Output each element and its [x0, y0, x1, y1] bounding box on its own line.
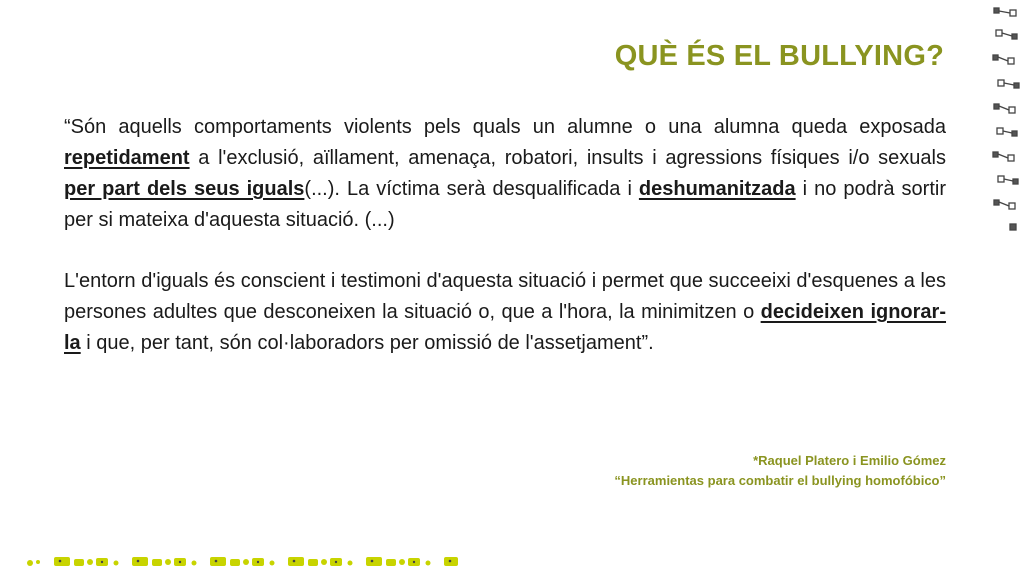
text-segment: L'entorn d'iguals és conscient i testimoni d'aquesta situació i permet que succeeixi d'esquenes a les persones adultes que desconeixen la situació o, que a l'hora, la minimitzen o	[64, 270, 946, 323]
quote-paragraph-1	[64, 112, 946, 236]
citation	[614, 451, 946, 491]
text-segment: “Són aquells comportaments violents pels quals un alumne o una alumna queda exposada	[64, 116, 946, 138]
text-segment: i no podrà sortir per si mateixa d'aquesta situació. (...)	[64, 178, 946, 231]
text-segment: i que, per tant, són col·laboradors per omissió de l'assetjament”.	[80, 332, 654, 354]
quote-paragraph-2	[64, 266, 946, 359]
quote-body	[64, 112, 946, 389]
emphasis-per-part-dels-seus-iguals: per part dels seus iguals	[64, 178, 305, 200]
slide-title: QUÈ ÉS EL BULLYING?	[614, 40, 944, 72]
text-segment: a l'exclusió, aïllament, amenaça, robatori, insults i agressions físiques i/o sexuals	[189, 147, 946, 169]
vertical-decorative-pattern-icon	[990, 0, 1024, 240]
citation-authors: *Raquel Platero i Emilio Gómez	[753, 453, 946, 468]
emphasis-deshumanitzada: deshumanitzada	[638, 178, 796, 200]
emphasis-repetidament: repetidament	[64, 147, 190, 169]
citation-work: “Herramientas para combatir el bullying homofóbico”	[614, 473, 946, 488]
horizontal-decorative-pattern-icon	[24, 552, 464, 570]
text-segment: (...). La víctima serà desqualificada i	[304, 178, 639, 200]
emphasis-decideixen-ignorar-la: decideixen ignorar-la	[64, 301, 947, 354]
